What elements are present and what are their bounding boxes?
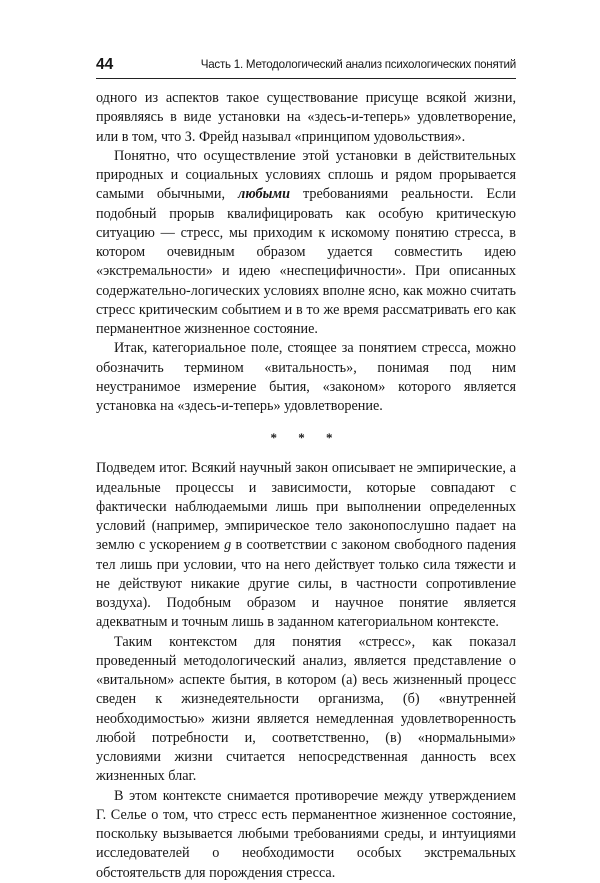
paragraph-text: В этом контексте снимается противоречие между утверждением Г. Селье о том, что стресс есть перманентное жизненное состояние, поскольку вызывается любыми требованиями среды, и интуициями исследователей о необходимости особых экстремальных обстоятельств для порождения стресса. bbox=[96, 787, 516, 881]
page-body bbox=[96, 89, 516, 883]
paragraph-1 bbox=[96, 89, 516, 147]
emphasis-text: g bbox=[224, 537, 232, 554]
paragraph-text: Таким контекстом для понятия «стресс», как показал проведенный методологический анализ, является представление о «витальном» аспекте бытия, в котором (а) весь жизненный процесс сведен к жизнедеятельности организма, (б) «внутренней необходимостью» жизни является немедленная удовлетворенность любой потребности и, соответственно, (в) «нормальными» условиями жизни считается непосредственная данность всех жизненных благ. bbox=[96, 633, 516, 785]
page-header bbox=[96, 56, 516, 78]
paragraph-5 bbox=[96, 633, 516, 787]
paragraph-text: в соответствии с законом свободного падения тел лишь при условии, что на него действует только сила тяжести и не действуют никакие другие силы, в частности сопротивление воздуха). Подобным образом и научное понятие является адекватным и точным лишь в заданном категориальном контексте. bbox=[96, 537, 516, 631]
running-head: Часть 1. Методологический анализ психологических понятий bbox=[200, 58, 516, 71]
page-number: 44 bbox=[96, 56, 114, 73]
paragraph-6 bbox=[96, 787, 516, 883]
section-separator: * * * bbox=[270, 430, 342, 446]
paragraph-text: требованиями реальности. Если подобный прорыв квалифицировать как особую критическую ситуацию — стресс, мы приходим к искомому понятию стресса, в котором очевидным образом удается совместить идею «экстремальности» и идею «неспецифичности». При описанных содержательно-логических условиях вполне ясно, как можно считать стресс критическим событием и в то же время рассматривать его как перманентное жизненное состояние. bbox=[96, 186, 516, 337]
emphasis-text: любыми bbox=[238, 186, 291, 203]
paragraph-text: одного из аспектов такое существование присуще всякой жизни, проявляясь в виде установки на «здесь-и-теперь» удовлетворение, или в том, что З. Фрейд называл «принципом удовольствия». bbox=[96, 90, 516, 145]
paragraph-text: Понятно, что осуществление этой установки в действительных природных и социальных условиях сплошь и рядом прорывается самыми обычными, bbox=[96, 147, 516, 203]
paragraph-3 bbox=[96, 339, 516, 416]
paragraph-4 bbox=[96, 459, 516, 632]
paragraph-2 bbox=[96, 147, 516, 340]
paragraph-text: Подведем итог. Всякий научный закон описывает не эмпирические, а идеальные процессы и зависимости, которые совпадают с фактически наблюдаемыми лишь при выполнении определенных условий (например, эмпирическое тело законопослушно падает на землю с ускорением bbox=[96, 460, 516, 554]
paragraph-text: Итак, категориальное поле, стоящее за понятием стресса, можно обозначить термином «витальность», понимая под ним неустранимое измерение бытия, «законом» которого является установка на «здесь-и-теперь» удовлетворение. bbox=[96, 340, 516, 414]
header-rule bbox=[96, 78, 516, 79]
